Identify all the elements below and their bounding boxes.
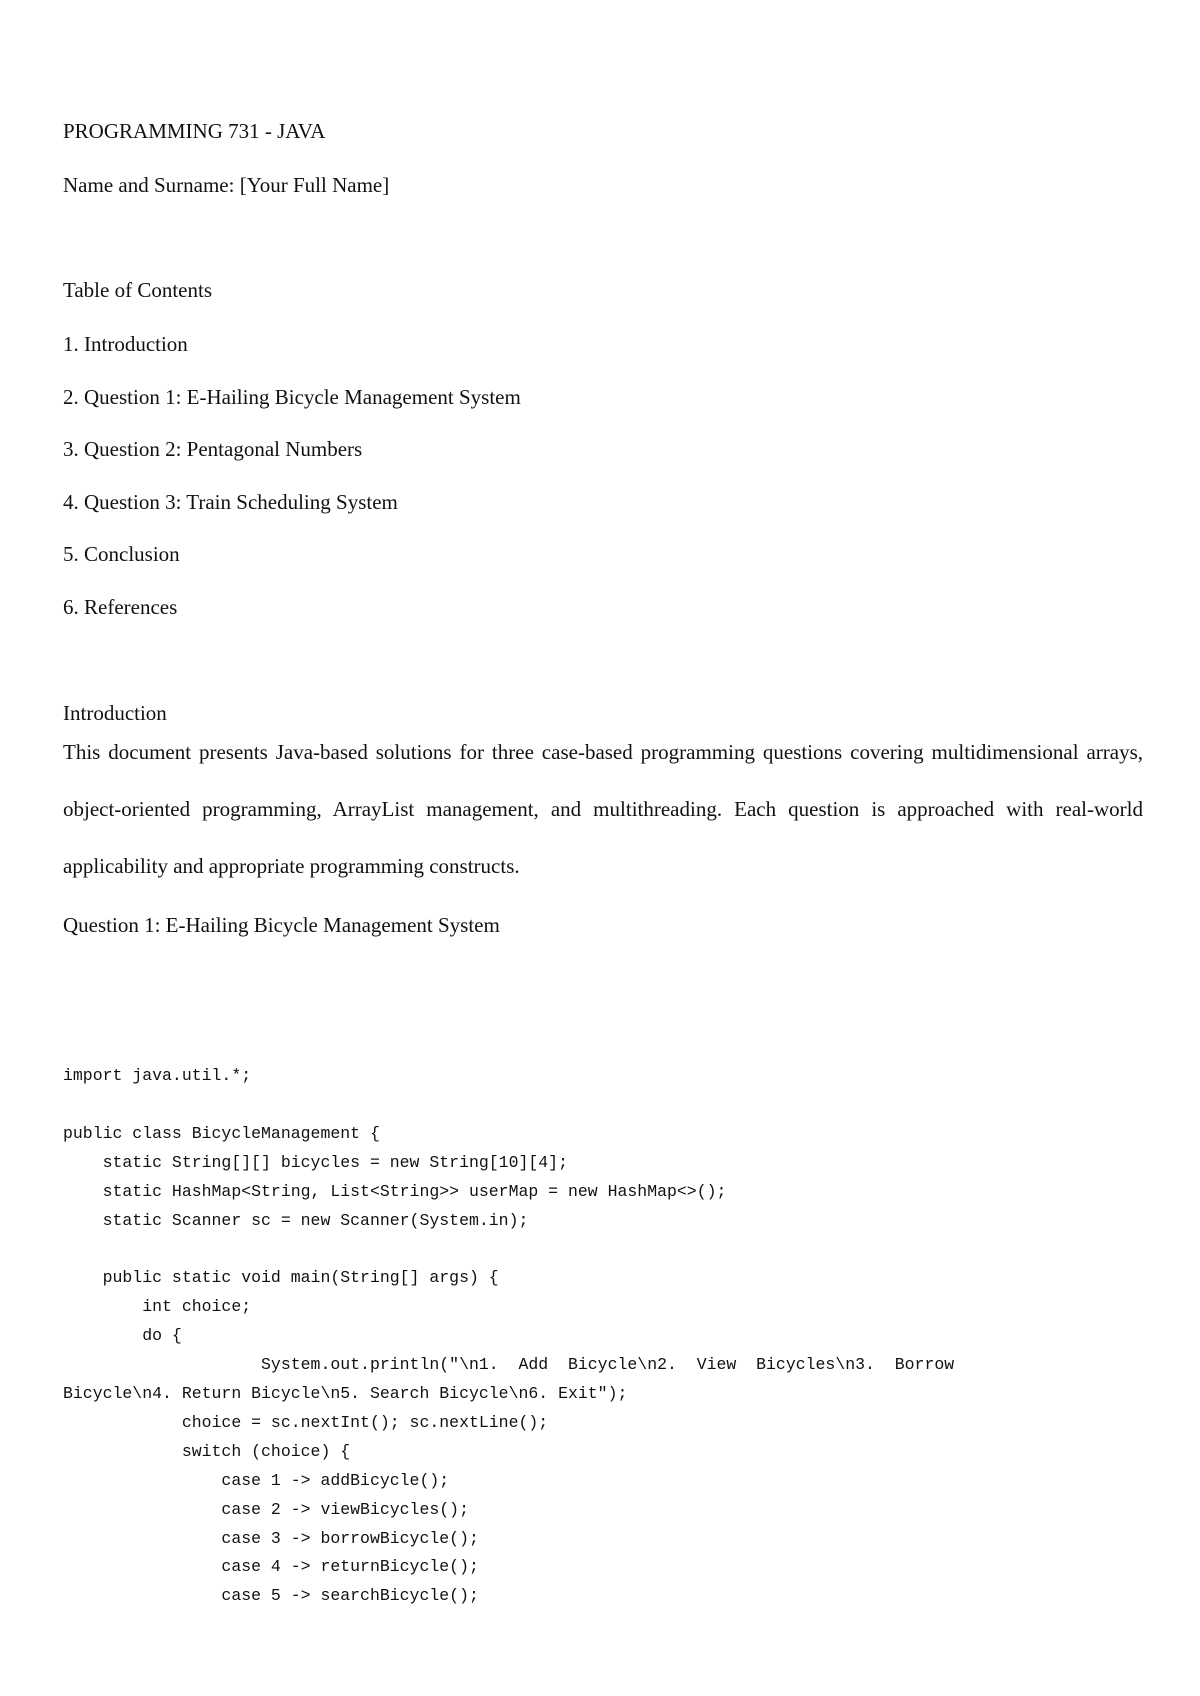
toc-item-references: 6. References — [63, 595, 178, 619]
question-1-code-block: import java.util.*; public class BicycleManagement { static String[][] bicycles = new String[10][4]; static HashMap<String, List<String>> userMap = new HashMap<>(); static Scanner sc = new Scanner(System.in); public static void main(String[] args) { int choice; do { System.out.println("\n1. Add Bicycle\n2. View Bicycles\n3. Borrow Bicycle\n4. Return Bicycle\n5. Search Bicycle\n6. Exit"); choice = sc.nextInt(); sc.nextLine(); switch (choice) { case 1 -> addBicycle(); case 2 -> viewBicycles(); case 3 -> borrowBicycle(); case 4 -> returnBicycle(); case 5 -> searchBicycle(); — [63, 1066, 955, 1606]
name-line: Name and Surname: [Your Full Name] — [63, 173, 390, 197]
toc-item-conclusion: 5. Conclusion — [63, 542, 180, 566]
question-1-heading: Question 1: E-Hailing Bicycle Management System — [63, 913, 500, 937]
introduction-body: This document presents Java-based solutions for three case-based programming questions covering multidimensional arrays, object-oriented programming, ArrayList management, and multithreading. Each question is approached with real-world applicability and appropriate programming constructs. — [63, 740, 1143, 878]
toc-item-question-1: 2. Question 1: E-Hailing Bicycle Management System — [63, 385, 521, 409]
toc-title: Table of Contents — [63, 278, 212, 302]
toc-item-question-3: 4. Question 3: Train Scheduling System — [63, 490, 398, 514]
toc-item-question-2: 3. Question 2: Pentagonal Numbers — [63, 437, 363, 461]
course-title: PROGRAMMING 731 - JAVA — [63, 119, 326, 143]
toc-item-introduction: 1. Introduction — [63, 332, 188, 356]
document-page — [63, 0, 1143, 1696]
introduction-heading: Introduction — [63, 701, 167, 725]
